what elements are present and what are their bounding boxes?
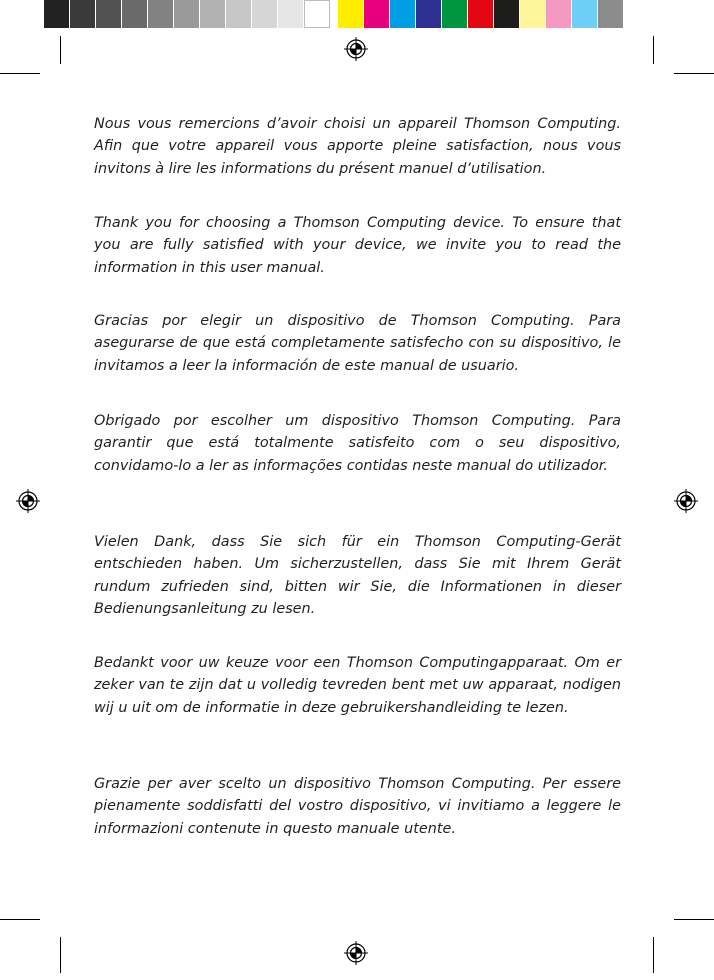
- gray-swatch: [70, 0, 96, 28]
- color-calibration-bar: [44, 0, 624, 28]
- color-swatch: [494, 0, 520, 28]
- swatch-gap: [330, 0, 338, 28]
- registration-mark-icon: [674, 489, 698, 513]
- color-swatch: [416, 0, 442, 28]
- paragraph-italian: Grazie per aver scelto un dispositivo Thomson Computing. Per essere pienamente soddisfatti del vostro dispositivo, vi invitiamo a leggere le informazioni contenute in questo manuale utente.: [94, 776, 621, 837]
- paragraph-english: Thank you for choosing a Thomson Computing device. To ensure that you are fully satisfied with your device, we invite you to read the information in this user manual.: [94, 215, 621, 276]
- gray-swatch: [252, 0, 278, 28]
- gray-swatch: [148, 0, 174, 28]
- color-swatch: [338, 0, 364, 28]
- crop-mark: [674, 73, 714, 74]
- gray-swatch: [122, 0, 148, 28]
- paragraph-french: Nous vous remercions d’avoir choisi un appareil Thomson Computing. Afin que votre appareil vous apporte pleine satisfaction, nous vous invitons à lire les informations du présent manuel d’utilisation.: [94, 116, 621, 177]
- crop-mark: [0, 73, 40, 74]
- color-swatch: [468, 0, 494, 28]
- registration-mark-icon: [344, 37, 368, 61]
- paragraph-spanish: Gracias por elegir un dispositivo de Thomson Computing. Para asegurarse de que está completamente satisfecho con su dispositivo, le invitamos a leer la información de este manual de usuario.: [94, 313, 621, 374]
- color-swatch: [364, 0, 390, 28]
- crop-mark: [60, 937, 61, 973]
- crop-mark: [674, 919, 714, 920]
- color-swatch: [442, 0, 468, 28]
- gray-swatch: [174, 0, 200, 28]
- gray-swatch: [226, 0, 252, 28]
- crop-mark: [60, 36, 61, 64]
- gray-swatch: [44, 0, 70, 28]
- color-swatch: [390, 0, 416, 28]
- crop-mark: [653, 36, 654, 64]
- crop-mark: [653, 937, 654, 973]
- paragraph-german: Vielen Dank, dass Sie sich für ein Thomson Computing-Gerät entschieden haben. Um sicherzustellen, dass Sie mit Ihrem Gerät rundum zufrieden sind, bitten wir Sie, die Informationen in dieser Bedienungsanleitung zu lesen.: [94, 534, 621, 617]
- registration-mark-icon: [344, 941, 368, 965]
- paragraph-dutch: Bedankt voor uw keuze voor een Thomson Computingapparaat. Om er zeker van te zijn dat u volledig tevreden bent met uw apparaat, nodigen wij u uit om de informatie in deze gebruikershandleiding te lezen.: [94, 655, 621, 716]
- gray-swatch: [200, 0, 226, 28]
- gray-swatch: [96, 0, 122, 28]
- gray-swatch: [304, 0, 330, 28]
- registration-mark-icon: [16, 489, 40, 513]
- color-swatch: [546, 0, 572, 28]
- color-swatch: [572, 0, 598, 28]
- color-swatch: [520, 0, 546, 28]
- paragraph-portuguese: Obrigado por escolher um dispositivo Thomson Computing. Para garantir que está totalmente satisfeito com o seu dispositivo, convidamo-lo a ler as informações contidas neste manual do utilizador.: [94, 413, 621, 474]
- color-swatch: [598, 0, 624, 28]
- crop-mark: [0, 919, 40, 920]
- gray-swatch: [278, 0, 304, 28]
